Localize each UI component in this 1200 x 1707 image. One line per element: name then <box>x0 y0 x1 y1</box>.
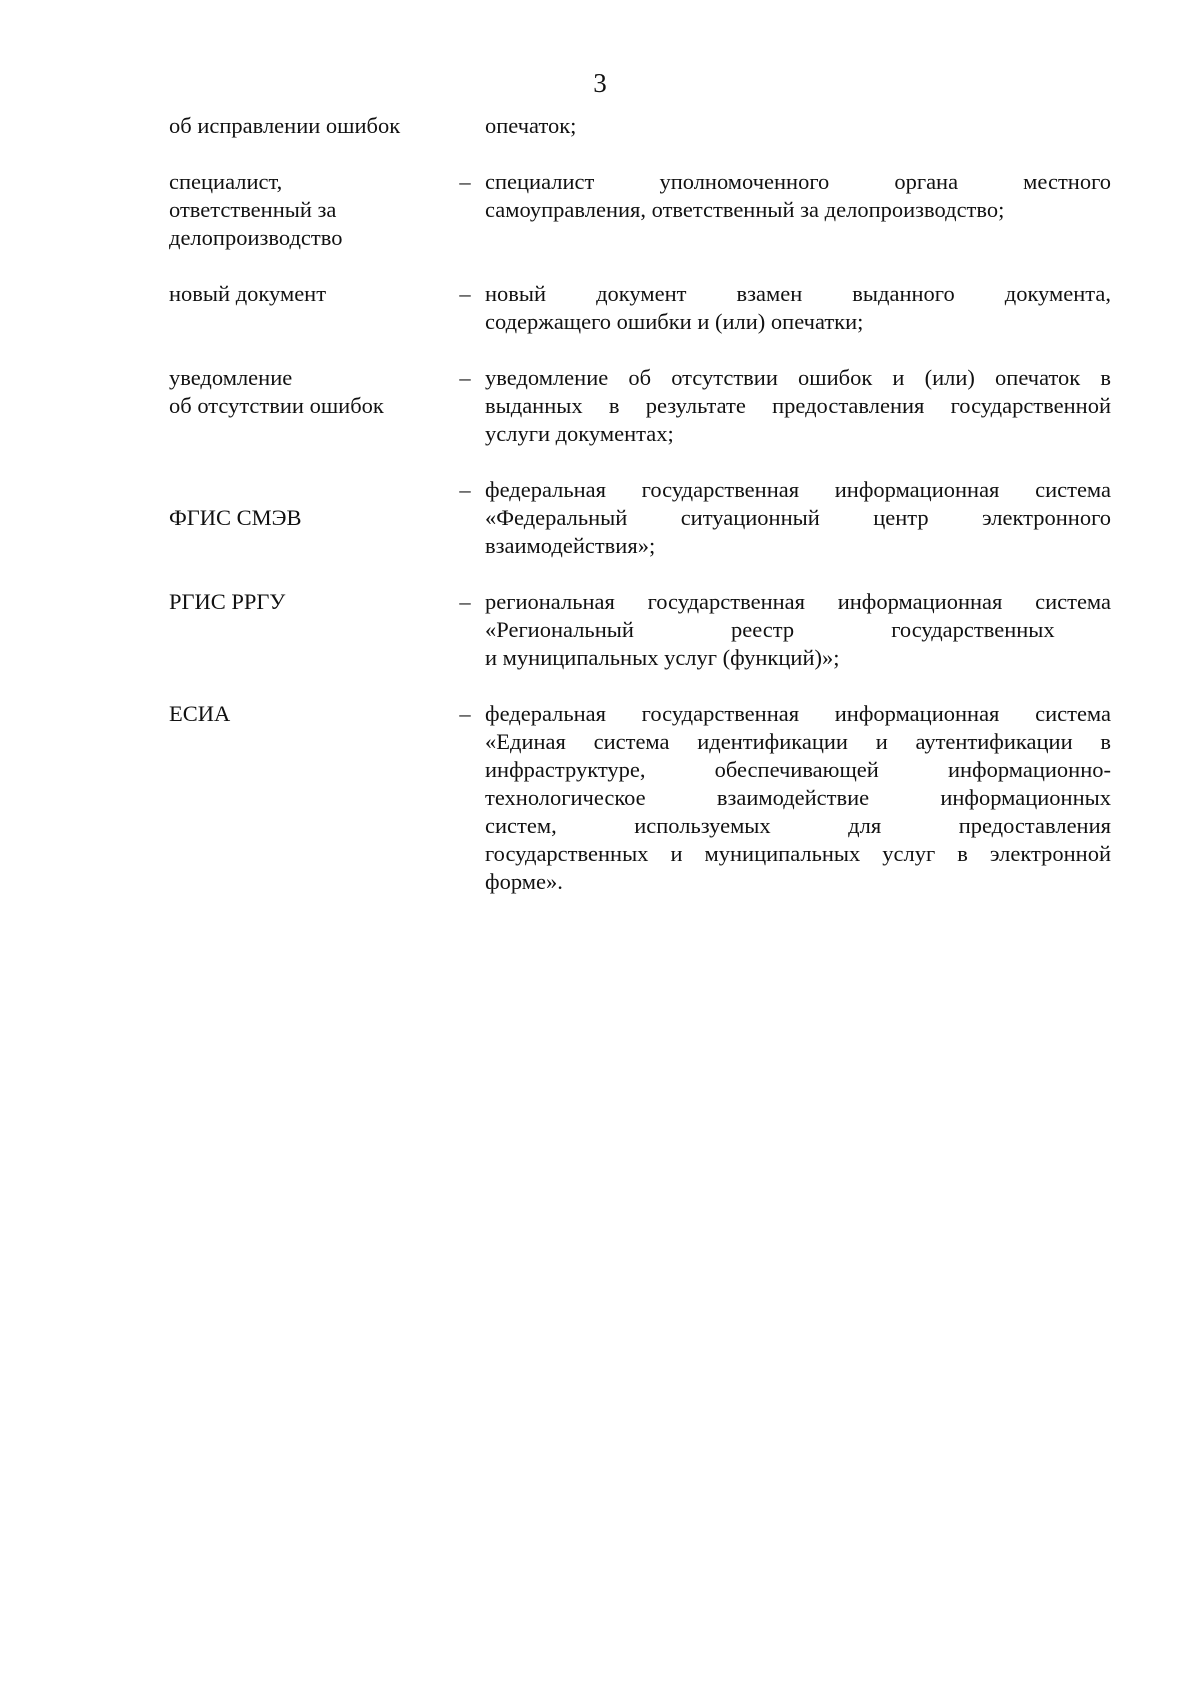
definition-line: форме». <box>485 869 563 894</box>
definition-line: технологическое взаимодействие информационных <box>485 785 1111 810</box>
definition-line: содержащего ошибки и (или) опечатки; <box>485 309 864 334</box>
definition-term <box>169 168 445 252</box>
definition-line: самоуправления, ответственный за делопроизводство; <box>485 197 1005 222</box>
definition-term <box>169 504 445 532</box>
definition-text <box>485 700 1111 896</box>
definition-line: взаимодействия»; <box>485 533 656 558</box>
dash-separator: – <box>459 365 471 390</box>
term-line: уведомление <box>169 365 293 390</box>
definition-term <box>169 280 445 308</box>
definition-text <box>485 112 1111 140</box>
dash-separator: – <box>459 477 471 502</box>
definition-line: выданных в результате предоставления государственной <box>485 393 1111 418</box>
definition-line: федеральная государственная информационная система <box>485 701 1111 726</box>
definition-term <box>169 700 445 728</box>
definition-line: и муниципальных услуг (функций)»; <box>485 645 840 670</box>
definition-line: инфраструктуре, обеспечивающей информационно- <box>485 757 1111 782</box>
term-line: ответственный за <box>169 197 337 222</box>
definition-line: «Единая система идентификации и аутентификации в <box>485 729 1111 754</box>
dash-separator: – <box>459 589 471 614</box>
term-line: об отсутствии ошибок <box>169 393 384 418</box>
definition-entry <box>169 168 1111 252</box>
definition-line: услуги документах; <box>485 421 674 446</box>
definition-text <box>485 364 1111 448</box>
definition-entry <box>169 112 1111 140</box>
dash-separator: – <box>459 281 471 306</box>
definition-entry <box>169 364 1111 448</box>
definition-line: региональная государственная информационная система <box>485 589 1111 614</box>
definition-term <box>169 364 445 420</box>
definitions-list <box>169 112 1111 924</box>
definition-text <box>485 588 1111 672</box>
definition-line: систем, используемых для предоставления <box>485 813 1111 838</box>
definition-line: специалист уполномоченного органа местного <box>485 169 1111 194</box>
definition-line: «Региональный реестр государственных <box>485 617 1055 642</box>
definition-term <box>169 588 445 616</box>
term-line: делопроизводство <box>169 225 343 250</box>
term-line: специалист, <box>169 169 283 194</box>
definition-entry <box>169 700 1111 896</box>
definition-line: уведомление об отсутствии ошибок и (или) опечаток в <box>485 365 1111 390</box>
definition-entry <box>169 588 1111 672</box>
term-line: об исправлении ошибок <box>169 113 401 138</box>
definition-text <box>485 280 1111 336</box>
term-line: новый документ <box>169 281 327 306</box>
definition-line: новый документ взамен выданного документа, <box>485 281 1111 306</box>
definition-line: государственных и муниципальных услуг в электронной <box>485 841 1111 866</box>
definition-line: «Федеральный ситуационный центр электронного <box>485 505 1111 530</box>
term-line: ФГИС СМЭВ <box>169 505 302 530</box>
term-line: РГИС РРГУ <box>169 589 286 614</box>
definition-entry <box>169 280 1111 336</box>
dash-separator: – <box>459 169 471 194</box>
definition-text <box>485 168 1111 224</box>
definition-line: опечаток; <box>485 113 577 138</box>
dash-separator: – <box>459 701 471 726</box>
definition-text <box>485 476 1111 560</box>
page-number: 3 <box>593 68 607 98</box>
definition-term <box>169 112 445 140</box>
term-line: ЕСИА <box>169 701 231 726</box>
definition-line: федеральная государственная информационная система <box>485 477 1111 502</box>
definition-entry <box>169 476 1111 560</box>
